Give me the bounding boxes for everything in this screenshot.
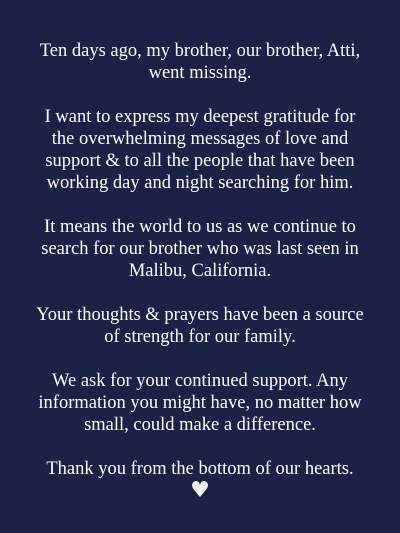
text-line: Ten days ago, my brother, our brother, Atti, xyxy=(39,41,361,61)
paragraph-thank-you xyxy=(0,458,400,480)
paragraph-support-request xyxy=(0,370,400,436)
text-line: small, could make a difference. xyxy=(84,415,316,435)
text-line: information you might have, no matter how xyxy=(38,393,362,413)
text-line: I want to express my deepest gratitude for xyxy=(44,107,356,127)
text-line: the overwhelming messages of love and xyxy=(51,129,349,149)
text-line: went missing. xyxy=(148,63,252,83)
text-line: support & to all the people that have been xyxy=(45,151,355,171)
text-line: Malibu, California. xyxy=(128,261,272,281)
paragraph-gratitude xyxy=(0,106,400,194)
text-line: Thank you from the bottom of our hearts. xyxy=(46,459,354,479)
paragraph-prayers xyxy=(0,304,400,348)
text-line: It means the world to us as we continue to xyxy=(44,217,356,237)
text-line: We ask for your continued support. Any xyxy=(52,371,348,391)
text-line: search for our brother who was last seen in xyxy=(41,239,359,259)
paragraph-missing xyxy=(0,40,400,84)
text-line: working day and night searching for him. xyxy=(46,173,354,193)
statement-text xyxy=(0,40,400,502)
paragraph-last-seen xyxy=(0,216,400,282)
text-line: of strength for our family. xyxy=(104,327,296,347)
white-heart-icon: ♥ xyxy=(190,478,210,503)
text-line: Your thoughts & prayers have been a source xyxy=(36,305,364,325)
